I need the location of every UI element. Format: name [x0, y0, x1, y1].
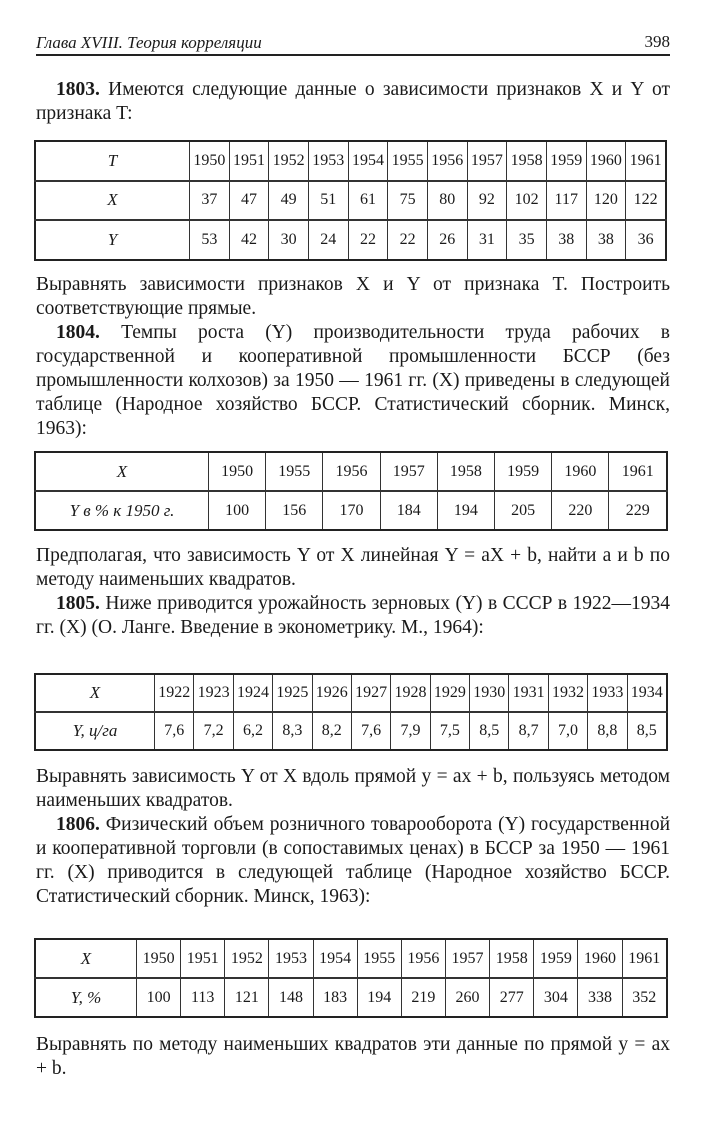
- table-cell: 352: [622, 978, 667, 1017]
- table-cell: 1925: [273, 674, 312, 712]
- page-number: 398: [644, 32, 670, 51]
- problem-text: Имеются следующие данные о зависимости признаков X и Y от признака T:: [36, 79, 671, 124]
- table-cell: 24: [308, 220, 348, 260]
- table-cell: 1952: [269, 141, 309, 181]
- table-cell: 8,8: [588, 712, 627, 750]
- table-cell: 1926: [312, 674, 351, 712]
- table-cell: 8,7: [509, 712, 548, 750]
- table-cell: 277: [490, 978, 534, 1017]
- table-cell: 1954: [313, 939, 357, 978]
- table-cell: 1957: [467, 141, 507, 181]
- table-cell: 1951: [181, 939, 225, 978]
- table-row: [35, 141, 666, 181]
- table-cell: 38: [546, 220, 586, 260]
- table-cell: 1959: [495, 452, 552, 491]
- table-cell: 1958: [490, 939, 534, 978]
- table-cell: 220: [552, 491, 609, 530]
- problem-text: Темпы роста (Y) производительности труда рабочих в государственной и кооперативной промышленности БССР (без промышленности колхозов) за 1950 — 1961 гг. (X) приведены в следующей таблице (Народное хозяйство БССР. Статистический сборник. Минск, 1963):: [36, 322, 670, 439]
- problem-text: Ниже приводится урожайность зерновых (Y) в СССР в 1922—1934 гг. (X) (О. Ланге. Введение в эконометрику. М., 1964):: [36, 593, 670, 638]
- table-cell: 92: [467, 181, 507, 221]
- row-label: Y, ц/га: [35, 712, 155, 750]
- table-cell: 1934: [627, 674, 667, 712]
- table-cell: 170: [323, 491, 380, 530]
- table-cell: 1955: [388, 141, 428, 181]
- table-cell: 1956: [427, 141, 467, 181]
- row-label: X: [116, 461, 128, 481]
- table-cell: 122: [626, 181, 666, 221]
- table-cell: 194: [437, 491, 494, 530]
- table-cell: 1954: [348, 141, 388, 181]
- table-cell: 1931: [509, 674, 548, 712]
- table-cell: 183: [313, 978, 357, 1017]
- problem-number: 1803.: [56, 79, 100, 100]
- table-cell: 1959: [546, 141, 586, 181]
- table-cell: 47: [229, 181, 269, 221]
- chapter-title: Глава XVIII. Теория корреляции: [36, 33, 262, 52]
- table-cell: 6,2: [233, 712, 272, 750]
- row-label: Y, %: [35, 978, 137, 1017]
- table-cell: 61: [348, 181, 388, 221]
- table-cell: 1959: [534, 939, 578, 978]
- table-cell: 260: [445, 978, 489, 1017]
- table-cell: 121: [225, 978, 269, 1017]
- problem-1805-intro: [36, 592, 670, 640]
- table-cell: 26: [427, 220, 467, 260]
- table-row: [35, 452, 667, 491]
- problem-1804-intro: [36, 321, 670, 441]
- table-cell: 1951: [229, 141, 269, 181]
- table-cell: 51: [308, 181, 348, 221]
- problem-1803-intro: [36, 78, 670, 126]
- problem-number: 1805.: [56, 593, 100, 614]
- table-cell: 229: [609, 491, 667, 530]
- row-label: X: [89, 683, 101, 702]
- table-cell: 8,5: [627, 712, 667, 750]
- table-cell: 1923: [194, 674, 233, 712]
- table-cell: 1961: [622, 939, 667, 978]
- table-cell: 1953: [308, 141, 348, 181]
- table-row: [35, 712, 667, 750]
- table-cell: 35: [507, 220, 547, 260]
- row-label: Y: [35, 220, 190, 260]
- table-cell: 102: [507, 181, 547, 221]
- table-cell: 8,3: [273, 712, 312, 750]
- table-cell: 156: [266, 491, 323, 530]
- table-cell: 7,9: [391, 712, 430, 750]
- table-cell: 1930: [470, 674, 509, 712]
- table-cell: 22: [388, 220, 428, 260]
- table-cell: 1956: [323, 452, 380, 491]
- table-cell: 1933: [588, 674, 627, 712]
- row-label: X: [80, 948, 92, 968]
- table-cell: 7,6: [351, 712, 390, 750]
- problem-1806-task: Выравнять по методу наименьших квадратов эти данные по прямой y = ax + b.: [36, 1034, 670, 1079]
- table-cell: 113: [181, 978, 225, 1017]
- table-1805: [34, 673, 668, 751]
- problem-text: Физический объем розничного товарооборота (Y) государственной и кооперативной торговли (в сопоставимых ценах) в БССР за 1950 — 1961 гг. (X) приводится в следующей таблице (Народное хозяйство БССР. Статистический сборник. Минск, 1963):: [36, 814, 671, 907]
- table-cell: 184: [380, 491, 437, 530]
- table-row: [35, 491, 667, 530]
- row-label: T: [107, 150, 118, 170]
- table-cell: 30: [269, 220, 309, 260]
- table-cell: 148: [269, 978, 313, 1017]
- problem-number: 1804.: [56, 322, 100, 343]
- problem-1803-task: Выравнять зависимости признаков X и Y от признака T. Построить соответствующие прямые.: [36, 274, 670, 319]
- table-row: [35, 181, 666, 221]
- table-cell: 1958: [437, 452, 494, 491]
- table-row: [35, 674, 667, 712]
- table-cell: 194: [357, 978, 401, 1017]
- table-cell: 219: [401, 978, 445, 1017]
- table-cell: 1961: [626, 141, 666, 181]
- table-cell: 7,6: [155, 712, 194, 750]
- problem-1804-task: Предполагая, что зависимость Y от X линейная Y = aX + b, найти a и b по методу наименьших квадратов.: [36, 545, 670, 590]
- table-1804: [34, 451, 668, 531]
- table-1803: [34, 140, 667, 261]
- table-cell: 338: [578, 978, 622, 1017]
- running-head: [36, 28, 670, 56]
- table-cell: 1960: [578, 939, 622, 978]
- table-cell: 31: [467, 220, 507, 260]
- table-1806: [34, 938, 668, 1018]
- table-cell: 22: [348, 220, 388, 260]
- table-cell: 1952: [225, 939, 269, 978]
- table-cell: 53: [190, 220, 230, 260]
- table-cell: 36: [626, 220, 666, 260]
- table-row: [35, 220, 666, 260]
- table-cell: 7,2: [194, 712, 233, 750]
- table-cell: 100: [209, 491, 266, 530]
- table-cell: 117: [546, 181, 586, 221]
- table-cell: 8,5: [470, 712, 509, 750]
- table-cell: 1932: [548, 674, 587, 712]
- table-cell: 75: [388, 181, 428, 221]
- table-cell: 1957: [445, 939, 489, 978]
- table-cell: 7,5: [430, 712, 469, 750]
- table-cell: 1957: [380, 452, 437, 491]
- table-cell: 1929: [430, 674, 469, 712]
- table-row: [35, 939, 667, 978]
- table-cell: 1960: [586, 141, 626, 181]
- table-cell: 80: [427, 181, 467, 221]
- table-cell: 37: [190, 181, 230, 221]
- table-cell: 120: [586, 181, 626, 221]
- table-cell: 38: [586, 220, 626, 260]
- table-cell: 1927: [351, 674, 390, 712]
- table-cell: 7,0: [548, 712, 587, 750]
- table-cell: 1956: [401, 939, 445, 978]
- row-label: Y в % к 1950 г.: [35, 491, 209, 530]
- table-cell: 1955: [266, 452, 323, 491]
- problem-number: 1806.: [56, 814, 100, 835]
- table-cell: 1950: [209, 452, 266, 491]
- problem-1806-intro: [36, 813, 670, 909]
- table-cell: 205: [495, 491, 552, 530]
- table-cell: 1955: [357, 939, 401, 978]
- table-cell: 1953: [269, 939, 313, 978]
- table-cell: 42: [229, 220, 269, 260]
- row-label: X: [35, 181, 190, 221]
- table-cell: 1922: [155, 674, 194, 712]
- table-cell: 100: [137, 978, 181, 1017]
- table-cell: 1961: [609, 452, 667, 491]
- table-cell: 1950: [190, 141, 230, 181]
- table-cell: 1958: [507, 141, 547, 181]
- table-cell: 1950: [137, 939, 181, 978]
- table-cell: 1960: [552, 452, 609, 491]
- table-cell: 49: [269, 181, 309, 221]
- table-cell: 1928: [391, 674, 430, 712]
- table-cell: 304: [534, 978, 578, 1017]
- problem-1805-task: Выравнять зависимость Y от X вдоль прямой y = ax + b, пользуясь методом наименьших квадратов.: [36, 766, 670, 811]
- table-cell: 8,2: [312, 712, 351, 750]
- table-cell: 1924: [233, 674, 272, 712]
- table-row: [35, 978, 667, 1017]
